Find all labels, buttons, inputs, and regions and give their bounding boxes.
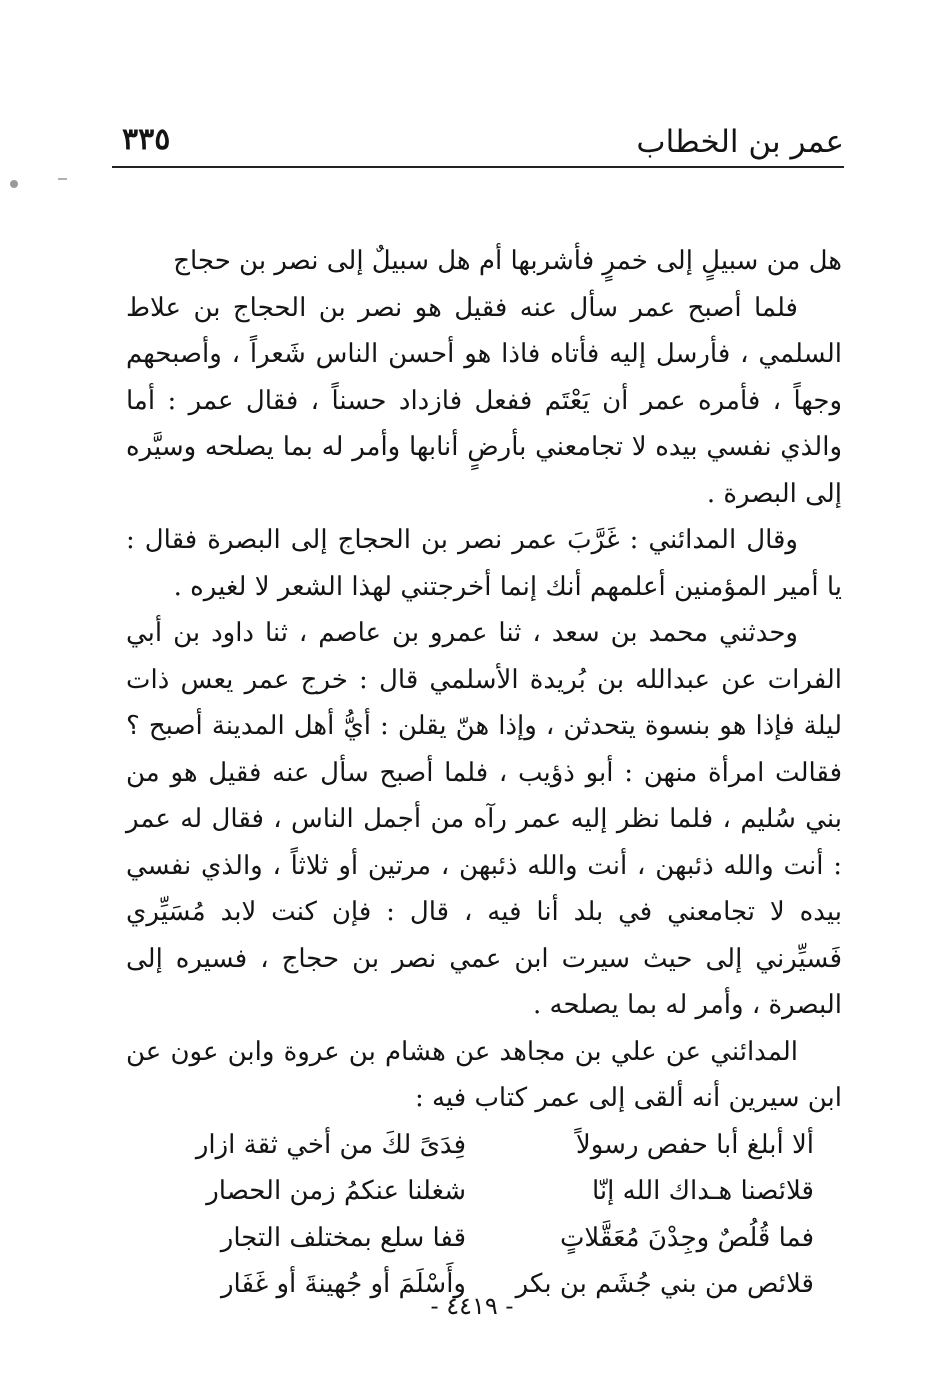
poem [126, 1122, 842, 1308]
verse-second-hemistich: فِدَىً لكَ من أخي ثقة ازار [195, 1129, 466, 1160]
opening-verse: هل من سبيلٍ إلى خمرٍ فأشربها أم هل سبيلٌ إلى نصر بن حجاج [173, 246, 842, 276]
verse-line [136, 1122, 814, 1169]
paragraph: فلما أصبح عمر سأل عنه فقيل هو نصر بن الحجاج بن علاط السلمي ، فأرسل إليه فأتاه فاذا هو أحسن الناس شَعراً ، وأصبحهم وجهاً ، فأمره عمر أن يَعْتَم ففعل فازداد حسناً ، فقال عمر : أما والذي نفسي بيده لا تجامعني بأرضٍ أنابها وأمر له بما يصلحه وسيَّره إلى البصرة . [126, 292, 842, 509]
verse-line [136, 1215, 814, 1262]
verse-second-hemistich: قفا سلع بمختلف التجار [220, 1222, 466, 1253]
page-number: ٣٣٥ [122, 122, 171, 157]
verse-second-hemistich: شغلنا عنكمُ زمن الحصار [206, 1176, 466, 1206]
running-header [112, 116, 844, 168]
volume-page-number: - ٤٤١٩ - [430, 1292, 514, 1320]
paragraph: وحدثني محمد بن سعد ، ثنا عمرو بن عاصم ، ثنا داود بن أبي الفرات عن عبدالله بن بُريدة الأسلمي قال : خرج عمر يعس ذات ليلة فإذا هو بنسوة يتحدثن ، وإذا هنّ يقلن : أيُّ أهل المدينة أصبح ؟ فقالت امرأة منهن : أبو ذؤيب ، فلما أصبح سأل عنه فقيل هو من بني سُليم ، فلما نظر إليه عمر رآه من أجمل الناس ، فقال له عمر : أنت والله ذئبهن ، أنت والله ذئبهن ، مرتين أو ثلاثاً ، والذي نفسي بيده لا تجامعني في بلد أنا فيه ، قال : فإن كنت لابد مُسَيِّري فَسيِّرني إلى حيث سيرت ابن عمي نصر بن حجاج ، فسيره إلى البصرة ، وأمر له بما يصلحه . [126, 618, 842, 1020]
paragraph: وقال المدائني : غَرَّبَ عمر نصر بن الحجاج إلى البصرة فقال : يا أمير المؤمنين أعلمهم أنك إنما أخرجتني لهذا الشعر لا لغيره . [126, 525, 842, 602]
verse-first-hemistich: فما قُلُصٌ وجِدْنَ مُعَقَّلاتٍ [559, 1222, 814, 1253]
verse-first-hemistich: ألا أبلغ أبا حفص رسولاً [575, 1129, 814, 1160]
paragraph: المدائني عن علي بن مجاهد عن هشام بن عروة وابن عون عن ابن سيرين أنه ألقى إلى عمر كتاب فيه : [126, 1036, 842, 1113]
main-text [126, 238, 842, 1308]
book-title: عمر بن الخطاب [636, 124, 844, 160]
verse-first-hemistich: قلائصنا هـداك الله إنّا [592, 1176, 814, 1206]
verse-second-hemistich: وأَسْلَمَ أو جُهينةَ أو غَفَار [220, 1269, 466, 1299]
scan-speck-mark [10, 180, 18, 188]
scan-dash-mark [58, 178, 67, 180]
verse-first-hemistich: قلائص من بني جُشَم بن بكر [515, 1269, 814, 1299]
verse-line [136, 1168, 814, 1215]
